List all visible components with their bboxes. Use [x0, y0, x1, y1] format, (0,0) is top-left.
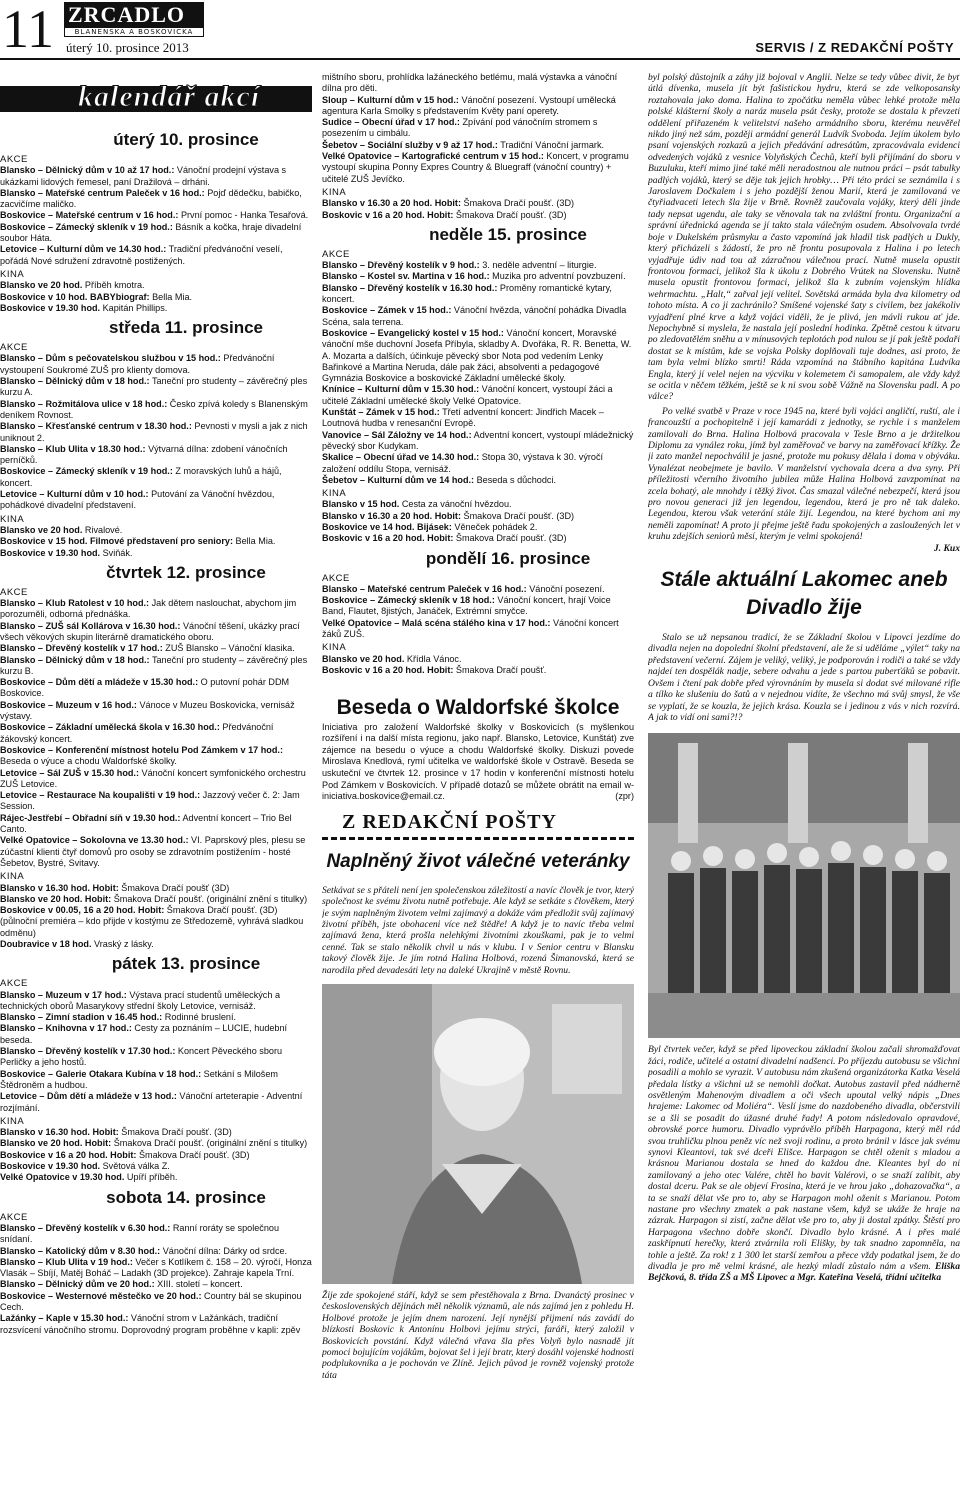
section-title: SERVIS / Z REDAKČNÍ POŠTY — [755, 40, 954, 55]
day-heading: pondělí 16. prosince — [425, 548, 591, 568]
event-item: Blansko – Dřevěný kostelík v 6.30 hod.: Ranní roráty se společnou snídaní. — [0, 1222, 280, 1245]
event-item: Blansko – Dům s pečovatelskou službou v 15 hod.: Předvánoční vystoupení Soukromé ZUŠ pro klienty domova. — [0, 353, 275, 375]
article-text-lakomec: Stalo se už nepsanou tradicí, že se Základní školou v Lipovci jezdíme do divadla nejen na dopolední školní představení, ale že si uděláme „výlet“ taky na představení večerní. Zájem je veliký, veliký, je podporován i rodiči a také se vždy najdeí ten dospělák nadje, sebere odvahu a jede s partou puberťáků se pobavit. Ovšem i čtení pak dobře před výrovnáním by musela si dodat své milované rifle a tílko ke slušeniu do šatů a v nejednou vidíte, že všechno má svůj smysl, že vše se vyplatí, že se kouzla, že jejich krása. Kouzla se i jedinou z vás v nich rozvírá. A jak to vidí oni sami?!? — [648, 632, 960, 723]
event-item: Letovice – Sál ZUŠ v 15.30 hod.: Vánoční koncert symfonického orchestru ZUŠ Letovice. — [0, 767, 306, 789]
event-item: Boskovice v 19.30 hod. Sviňák. — [0, 547, 133, 558]
event-place: Velké Opatovice – Malá scéna stálého kina v 17 hod.: — [322, 617, 551, 628]
event-item: Boskovice – Základní umělecká škola v 16.30 hod.: Předvánoční žákovský koncert. — [0, 722, 274, 744]
column-middle — [322, 72, 634, 1508]
event-item: Blansko ve 20 hod. Křídla Vánoc. — [322, 653, 462, 664]
block-heading: KINA — [322, 642, 347, 654]
event-place: Boskovice v 19.30 hod. — [0, 302, 101, 313]
event-place: Blansko – Mateřské centrum Paleček v 16 hod.: — [0, 187, 205, 198]
event-item: Boskovice – Zámek v 15 hod.: Vánoční hvězda, vánoční pohádka Divadla Scéna, sala terrena. — [322, 305, 627, 327]
event-item: Blansko – ZUŠ sál Kollárova v 16.30 hod.: Vánoční těšení, ukázky prací všech věkových skupin literárně dramatického oboru. — [0, 620, 300, 642]
event-item: Blansko v 16.30 hod. Hobit: Šmakova Dračí poušť. (3D) — [0, 1127, 232, 1138]
event-place: Velké Opatovice – Kartografické centrum v 15 hod.: — [322, 151, 544, 162]
event-item: Blansko – Mateřské centrum Paleček v 16 hod.: Vánoční posezení. — [322, 583, 605, 594]
block-heading: AKCE — [0, 586, 28, 598]
event-place: Blansko – Dřevěný kostelík v 17.30 hod.: — [0, 1046, 176, 1057]
event-item: Boskovice v 15 hod. Filmové představení pro seniory: Bella Mia. — [0, 536, 276, 547]
event-item: Letovice – Dům dětí a mládeže v 13 hod.: Vánoční arteterapie - Adventní rozjímání. — [0, 1091, 303, 1113]
event-item: Boskovice v 19.30 hod. Kapitán Phillips. — [0, 302, 168, 313]
block-heading: KINA — [322, 186, 347, 198]
event-place: Doubravice v 18 hod. — [0, 939, 92, 949]
page-header — [0, 0, 960, 60]
event-place: Boskovice – Zámecký skleník v 19 hod.: — [0, 466, 173, 477]
day-heading: čtvrtek 12. prosince — [106, 562, 266, 582]
event-item: Blansko – Křesťanské centrum v 18.30 hod.: Pevnosti v mysli a jak z nich uniknout 2. — [0, 421, 308, 443]
event-place: Letovice – Restaurace Na koupališti v 19 hod.: — [0, 790, 201, 801]
event-place: Blansko – Muzeum v 17 hod.: — [0, 989, 127, 1000]
event-place: Blansko v 16.30 a 20 hod. Hobit: — [322, 510, 461, 521]
event-place: Blansko – ZUŠ sál Kollárova v 16.30 hod.: — [0, 620, 181, 631]
block-heading: AKCE — [0, 1211, 28, 1223]
event-place: Blansko ve 20 hod. — [0, 524, 83, 535]
event-place: Blansko ve 20 hod. Hobit: — [0, 893, 112, 904]
event-place: Skalice – Obecní úřad ve 14.30 hod.: — [322, 452, 480, 463]
event-place: Boskovice v 15 hod. Filmové představení pro seniory: — [0, 536, 233, 547]
caption-lakomec-text: Byl čtvrtek večer, když se před lipoveckou základní školou začali shromažďovat žáci, rodiče, učitelé a ostatní divadelní nadšenci. Po příjezdu autobusu se všichni posadili a mohlo se vyrazit. V autobusu nám zkušená organizátorka Katka Veselá předala lístky a všichni už se nemohli dočkat. Autobus zastavil před nádherně osvětleným Mahenovým divadlem a oči všech upoutal velký nápis „Dnes hrajeme: Lakomec od Moliéra“. Veslí jsme do nazdobeného divadla, občerstvili se a šli se posadit do úžasné druhé řady! A potom následovalo opravdové, obrovské porce humoru. Divadlo vyprávělo příběh Harpagona, který měl rád svou truhličku plnou peněz víc než svoji rodinu, a proto bránil v lásce jak svému synovi Kleantovi, tak své dceři Elišce. Harpagon se chtěl oženit s mladou a krásnou Marianou dostala se hned do každou dne. Kleantes byl do ní zamilovaný a jeho otec Valére, chtěl ho bavit Valérovi, o se snaží zalíbit, aby dostal dceru. Pak se ale objeví Frosina, která je ve hrou jako „dohazovačka“, a ta se snaží dělat vše pro to, aby se Harpagon mohl oženit s Marianou. Potom nastane pro všechny zmatek a pak nastane všem, když se ukáže že hraje na zázrak. Harpagon si zistí, začne dělat vše pro to, aby ji dostal zpátky. Štěstí pro Harpagona všechno dobře skončí. Divadlo bylo krásné. A i přes malé zaskřípnutí herečky, která ztvárnila roli Elišky, by tak snadno zapomněla, na tohle a ještě. Za rok! z 1 300 let starší zemřou a přece vždy podatkal jsem, že do divadla je pro mě velmi krásné, ale hezký mladí zůstalo nám a všem. — [648, 1044, 960, 1273]
block-heading: KINA — [0, 513, 25, 525]
event-item: Boskovice – Evangelický kostel v 15 hod.: Vánoční koncert, Moravské vánoční mše duchovní Josefa Příbyla, skladby A. Dvořáka, R. R. Benetta, W. A. Mozarta a dalších, účinkuje pěvecký sbor Nota pod vedením Lenky Bařinkové a Martina Neruda, dále pak žáci, absolventi a pedagogové Gymnázia Boskovice a boskovické Základní umělecké školy. — [322, 327, 632, 384]
event-place: Boskovice – Základní umělecká škola v 16.30 hod.: — [0, 722, 220, 733]
column-calendar-1 — [0, 72, 312, 1508]
issue-date: úterý 10. prosince 2013 — [66, 40, 189, 55]
event-item: Blansko v 16.30 a 20 hod. Hobit: Šmakova Dračí poušť. (3D) — [322, 198, 575, 209]
event-item: Velké Opatovice – Malá scéna stálého kina v 17 hod.: Vánoční koncert žáků ZUŠ. — [322, 617, 619, 640]
block-heading: KINA — [322, 488, 347, 500]
article-title-lakomec: Stále aktuální Lakomec aneb Divadlo žije — [660, 568, 948, 620]
event-place: Letovice – Kulturní dům ve 14.30 hod.: — [0, 244, 167, 255]
column-right — [648, 72, 960, 1508]
event-place: Blansko – Knihovna v 17 hod.: — [0, 1023, 132, 1034]
event-place: Blansko – Katolický dům v 8.30 hod.: — [0, 1245, 161, 1256]
event-item: Blansko – Dělnický dům v 10 až 17 hod.: Vánoční prodejní výstava s ukázkami lidových řemesel, paní Dražilová – drháni. — [0, 165, 287, 187]
block-heading: AKCE — [0, 978, 28, 990]
event-item: Kunštát – Zámek v 15 hod.: Třetí adventní koncert: Jindřich Macek – Loutnová hudba v renesanční Evropě. — [322, 407, 604, 429]
event-place: Blansko – Dům s pečovatelskou službou v 15 hod.: — [0, 353, 221, 364]
event-item: Boskovice – Konferenční místnost hotelu Pod Zámkem v 17 hod.: Beseda o výuce a chodu Waldorfské školky. — [0, 744, 283, 767]
page-number: 11 — [2, 0, 54, 59]
event-place: Blansko – Dřevěný kostelík v 6.30 hod.: — [0, 1222, 171, 1233]
event-place: Velké Opatovice v 19.30 hod. — [0, 1172, 125, 1183]
event-item: Boskovic v 16 a 20 hod. Hobit: Šmakova Dračí poušť. (3D) — [322, 533, 567, 544]
event-item: Blansko v 16.30 hod. Hobit: Šmakova Dračí poušť (3D) — [0, 882, 230, 893]
event-place: Blansko ve 20 hod. — [322, 653, 405, 664]
event-place: Blansko – Klub Ulita v 19 hod.: — [0, 1256, 133, 1267]
block-heading: AKCE — [322, 572, 350, 584]
event-item: Blansko – Kostel sv. Martina v 16 hod.: Muzika pro adventní povzbuzení. — [322, 271, 626, 282]
photo-caption-lakomec — [648, 1044, 960, 1284]
event-item: Doubravice v 18 hod. Vraský z lásky. — [0, 939, 154, 949]
event-item: mištního sboru, prohlídka lažáneckého betlému, malá výstavka a vánoční dílna pro děti. — [322, 72, 618, 94]
event-item: Boskovice – Zámecký skleník v 19 hod.: Básník a kočka, hraje divadelní soubor Háta. — [0, 221, 302, 244]
day-heading: středa 11. prosince — [108, 318, 264, 338]
block-heading: KINA — [0, 1115, 25, 1127]
event-place: Rájec-Jestřebí – Obřadní síň v 19.30 hod.: — [0, 812, 181, 823]
day-heading: sobota 14. prosince — [106, 1187, 266, 1207]
event-place: Blansko – Dělnický dům v 18 hod.: — [0, 654, 150, 665]
event-place: Sudice – Obecní úřad v 17 hod.: — [322, 117, 460, 128]
event-place: Blansko – Zimní stadion v 16.45 hod.: — [0, 1012, 163, 1023]
event-place: Boskovice – Zámecký skleník v 19 hod.: — [0, 221, 173, 232]
event-place: Boskovice – Muzeum v 16 hod.: — [0, 699, 137, 710]
day-heading: neděle 15. prosince — [429, 224, 587, 244]
event-place: Blansko ve 20 hod. Hobit: — [0, 1138, 112, 1149]
masthead-logo: ZRCADLO — [64, 2, 204, 28]
event-place: Boskovice – Konferenční místnost hotelu Pod Zámkem v 17 hod.: — [0, 744, 283, 755]
waldorf-body: Iniciativa pro založení Waldorfské školky v Boskovicích (s myšlenkou rozšíření i na další místa regionu, jako např. Blansko, Letovice, Kunštát) zve zájemce na besedu o výuce a chodu Waldorfské školky. Diskuzi povede Miroslava Knedlová, rymí učitelka ve waldorfské škole v Ostravě. Beseda se uskuteční ve čtvrtek 12. prosince v 17 hodin v konferenční místnosti hotelu Pod Zámkem v Boskovicích. V případě dotazů se můžete obrátit na email w-iniciativa.boskovice@email.cz. — [322, 721, 634, 802]
event-place: Boskovic v 16 a 20 hod. Hobit: — [322, 533, 454, 544]
event-item: Boskovice – Dům dětí a mládeže v 15.30 hod.: O putovní pohár DDM Boskovice. — [0, 677, 290, 699]
photo-veteran-illustration — [322, 984, 634, 1284]
event-place: Letovice – Kulturní dům v 10 hod.: — [0, 489, 149, 500]
event-item: Boskovice – Galerie Otakara Kubína v 18 hod.: Setkání s Milošem Štědroněm a hudbou. — [0, 1068, 278, 1090]
article-title-veteran: Naplněný život válečné veteránky — [326, 850, 630, 872]
event-place: Blansko – Dělnický dům ve 20 hod.: — [0, 1279, 155, 1290]
event-item: Velké Opatovice v 19.30 hod. Upíří příběh. — [0, 1172, 178, 1183]
event-item: Rájec-Jestřebí – Obřadní síň v 19.30 hod.: Adventní koncert – Trio Bel Canto. — [0, 812, 292, 835]
event-item: Boskovic v 16 a 20 hod. Hobit: Šmakova Dračí poušť. (3D) — [322, 209, 567, 220]
signature-bejckova: Eliška Bejčková, 8. třída ZŠ a MŠ Lipovec a Mgr. Kateřina Veselá, třídní učitelka — [648, 1261, 960, 1284]
photo-caption-veteran: Žije zde spokojené stáří, když se sem přestěhovala z Brna. Dvanáctý prosinec v československých dějinách měl několik významů, ale nás zajímá jen z pohledu H. Holbové protože je jejím dnem narození. Její nynější přijmení nás zavádí do blízkosti Boskovic k Antonínu Holbovi jejímu strýci, faráři, který založil v Boskovicích povstání. Když válečná vřava šla přes Volyň bylo nasnadě jít pomoci bojujícím vojákům, bojovat šel i její bratr, který dosáhl vojenské hodnosti podplukovníka a je pochován ve Zlíně. Jejich původ je rovněž vojenský protože táta — [322, 1289, 634, 1381]
event-place: Boskovice v 10 hod. BABYbiograf: — [0, 291, 150, 302]
event-place: Blansko – Křesťanské centrum v 18.30 hod.: — [0, 421, 192, 432]
event-item: Blansko – Dělnický dům ve 20 hod.: XIII. století – koncert. — [0, 1279, 243, 1290]
event-item: Boskovice ve 14 hod. Bijásek: Věneček pohádek 2. — [322, 521, 538, 532]
waldorf-signature: (zpr) — [615, 791, 634, 802]
event-place: Boskovice – Zámecký skleník v 18 hod.: — [322, 595, 495, 606]
event-item: Boskovice v 19.30 hod. Světová válka Z. — [0, 1161, 170, 1172]
event-item: Boskovice v 00.05, 16 a 20 hod. Hobit: Šmakova Dračí poušť. (3D) (půlnoční premiéra – kdo přijde v kostýmu ze Středozemě, vyhrává sladkou odměnu) — [0, 905, 304, 938]
calendar-title: kalendář akcí — [78, 80, 261, 113]
event-item: Blansko v 15 hod. Cesta za vánoční hvězdou. — [322, 499, 512, 510]
event-item: Blansko – Katolický dům v 8.30 hod.: Vánoční dílna: Dárky od srdce. — [0, 1245, 288, 1256]
event-item: Knínice – Kulturní dům v 15.30 hod.: Vánoční koncert, vystoupí žáci a učitelé Základní umělecké školy Velké Opatovice. — [322, 384, 613, 406]
event-place: Boskovice v 00.05, 16 a 20 hod. Hobit: — [0, 905, 165, 916]
event-item: Velké Opatovice – Sokolovna ve 13.30 hod.: VI. Paprskový ples, plesu se zúčastní klienti čtyř domovů pro osoby se zdravotním postižením - hosté Šebetov, Bystré, Svitavy. — [0, 835, 306, 868]
event-place: Boskovice ve 14 hod. Bijásek: — [322, 521, 452, 532]
event-place: Boskovice – Galerie Otakara Kubína v 18 hod.: — [0, 1068, 202, 1079]
event-item: Šebetov – Kulturní dům ve 14 hod.: Beseda s důchodci. — [322, 474, 556, 485]
event-place: Boskovice – Westernové městečko ve 20 hod.: — [0, 1290, 202, 1301]
day-heading: úterý 10. prosince — [113, 130, 259, 149]
event-item: Boskovice – Zámecký skleník v 18 hod.: Vánoční koncert, hrají Voice Band, Flautet, 8jistých, Janáček, Extrémní smyčce. — [322, 595, 611, 617]
event-place: Blansko – Dřevěný kostelík v 17 hod.: — [0, 643, 163, 654]
event-place: Boskovice – Zámek v 15 hod.: — [322, 305, 452, 316]
event-item: Boskovice – Westernové městečko ve 20 hod.: Country bál se skupinou Cech. — [0, 1290, 302, 1313]
event-item: Letovice – Kulturní dům ve 14.30 hod.: Tradiční předvánoční veselí, pořádá Nové sdružení zdravotně postižených. — [0, 244, 283, 266]
photo-group-illustration — [648, 733, 960, 1038]
event-place: Kunštát – Zámek v 15 hod.: — [322, 407, 440, 418]
event-item: Blansko v 16.30 a 20 hod. Hobit: Šmakova Dračí poušť. (3D) — [322, 510, 575, 521]
event-item: Blansko – Dřevěný kostelík v 16.30 hod.: Proměny romantické kytary, koncert. — [322, 282, 612, 305]
event-place: Velké Opatovice – Sokolovna ve 13.30 hod.: — [0, 835, 189, 846]
article-text-veteran-cont2: Po velké svatbě v Praze v roce 1945 na, které byli vojáci angličtí, ruští, ale i francouzští a pochopitelně i její kamarádi z jednotky, se rychle i s manželem zamilovali do Brna. Halina Holbová pracovala v Tesle Brno a je držitelkou Diplomu za vynález roku, jímž byl zaměřovač ve barvy na zaměřovací křížky. Že ji zato manžel nepochválil je jasné, protože mu pokusy dělala i doma v obýváku. Vynalézat neobejmete je bavilo. V manželství vychovala dcera a dva syny. Při příležitosti včerního životního jubilea může Halina Holbová zavzpomínat na zcela bohatý, ale mnohdy i těžký život. Čas smazal válečné nebezpečí, která jsou pro novou generaci již jen legendou, legendou, která je pro ně tak daleko. Legendou, kterou však veterání stále žijí. Legendou, na které bychom ani my neměli zapomínat! A proto ji přejme ještě řadu spokojených a zasloužených let v kruhu zdejších seniorů měsí, kterým je velmi spokojená! — [648, 405, 960, 543]
event-item: Boskovice – Zámecký skleník v 19 hod.: Z moravských luhů a hájů, koncert. — [0, 466, 282, 488]
event-item: Blansko – Klub Ratolest v 10 hod.: Jak dětem naslouchat, abychom jim porozuměli, odborná přednáška. — [0, 598, 297, 620]
block-heading: KINA — [0, 871, 25, 883]
event-place: Blansko – Mateřské centrum Paleček v 16 hod.: — [322, 583, 527, 594]
event-item: Blansko – Klub Ulita v 18.30 hod.: Výtvarná dílna: zdobení vánočních perníčků. — [0, 443, 288, 466]
event-item: Boskovice – Muzeum v 16 hod.: Vánoce v Muzeu Boskovicka, vernisáž výstavy. — [0, 699, 295, 722]
event-place: Blansko v 15 hod. — [322, 499, 400, 510]
event-item: Blansko ve 20 hod. Hobit: Šmakova Dračí poušť. (originální znění s titulky) — [0, 1138, 308, 1149]
block-heading: KINA — [0, 268, 25, 280]
event-item: Boskovice v 10 hod. BABYbiograf: Bella Mia. — [0, 291, 193, 302]
article-text-veteran-cont: byl polský důstojník a záhy již bojoval v Anglii. Nelze se tedy vůbec divit, že byť útlá dívenka, musela jít být fašistickou hydru, která se zde velkoposansky roztahovala jako doma. Halina to zpočátku neměla vůbec lehké protože měla polské klášterní školy a naráz musela psát česky, protože se dostala k převzetí oddělení přiřazeném k velitelství našeho armádního sboru, kterému neuvěřel nikdo jiný než sám, později armádní generál Ludvík Svoboda. Jejím úkolem bylo psaní vojenských rozkazů a jejich předávání adresátům, zpracovávala evidenci odvedených vojáků z vesnice Volyňských Čechů, kteří byli přijímání do sboru v Buzuluku, kteří mimo jiné také měli neradostnou ale nutnou práci – psát tabulky padlých vojáků, který se děje tak jejich hrobky… Při této práci se seznámila i s Jaroslavem Dočkalem i s jeho pozdější ženou Marií, která je zamilovaná ve čtyřiadvaceti letech šla žije v Brně. Rovněž zaučovala vojáky, který děli jinde tady nepsat ugendu, ale taky se věnovala tak na zvláštní frontu. Organizační a správní úřednická agenda se jí takto stala válečným osudem. Absolvovala tvrdé boje v Dukelském průsmyku a často vzpomíná jak hladil tisk padlých u Dukly, který přicházeli s žádostí, že pro ně frontu posupovala z Halina i po letech vyjadřuje údiv nad tou až zázračnou válečnou prací. Nutně musela opustit frontovou formaci, jelikož šla k úkolu z Dobrého Vrútek na Slovensku. Nutně musela opustit frontovou formaci, jelikož šla k zubním vojenským hlídka wehrmachtu. „Halt,“ zařval její velitel. Sovětská armáda byla dva kilometry od tohoto místa. A co ji zachránilo? Smíšené vojenské šaty s civilem, bez jakékoliv vyjadření plné krve a když vojáci viděli, že je plivá, jen mávli rukou ať jde. Nepochybně si myslela, že nastala její poslední hodinka. Zpětně cestou k útvaru po zledovatělém sněhu a v mínusových teplotách pod nulou se jí pak ještě podaří dostat se k místům, kde se vojska Polsky doplňovali tuje dodnes, asi proto, že tam byla velmi blízko smrti! Ráda vzpomíná na štábního kapitána Ludvíka Engla, který jí velel nejen na výcviku v kolemetem či samopalem, ale vždy když se ocitla v něčem těžkém, ještě se k ni svou sobě Vážně na Slovensku padl. A po válce? — [648, 72, 960, 403]
event-item: Velké Opatovice – Kartografické centrum v 15 hod.: Koncert, v programu vystoupí skupina Ponny Expres Country & Bluegraff (vánoční country) + učitelé ZUŠ Jevíčko. — [322, 151, 629, 184]
event-item: Letovice – Kulturní dům v 10 hod.: Putování za Vánoční hvězdou, pohádkové divadelní představení. — [0, 489, 275, 511]
event-item: Blansko – Dřevěný kostelík v 17.30 hod.: Koncert Pěveckého sboru Perličky a jeho hostů. — [0, 1046, 283, 1068]
event-place: Blansko v 16.30 hod. Hobit: — [0, 1127, 119, 1138]
event-place: Šebetov – Kulturní dům ve 14 hod.: — [322, 474, 475, 485]
event-item: Blansko – Muzeum v 17 hod.: Výstava prací studentů uměleckých a technických oborů Masarykovy střední školy Letovice, vernisáž. — [0, 989, 280, 1011]
event-place: Šebetov – Sociální služby v 9 až 17 hod.: — [322, 139, 498, 150]
event-place: Sloup – Kulturní dům v 15 hod.: — [322, 94, 459, 105]
calendar-list-2 — [322, 72, 634, 1381]
event-place: Letovice – Sál ZUŠ v 15.30 hod.: — [0, 767, 139, 778]
event-place: Boskovic v 16 a 20 hod. Hobit: — [322, 209, 454, 220]
event-item: Šebetov – Sociální služby v 9 až 17 hod.: Tradiční Vánoční jarmark. — [322, 139, 605, 150]
event-item: Blansko – Dřevěný kostelík v 9 hod.: 3. neděle adventní – liturgie. — [322, 260, 597, 271]
event-place: Blansko – Dělnický dům v 18 hod.: — [0, 376, 150, 387]
event-place: Lažánky – Kaple v 15.30 hod.: — [0, 1313, 129, 1324]
event-item: Blansko – Dělnický dům v 18 hod.: Taneční pro studenty – závěrečný ples kurzu A. — [0, 376, 308, 398]
event-item: Sloup – Kulturní dům v 15 hod.: Vánoční posezení. Vystoupí umělecká agentura Karla Smolky s představením Květy paní operety. — [322, 94, 616, 116]
event-place: Boskovice v 16 a 20 hod. Hobit: — [0, 1149, 137, 1160]
signature-kux: J. Kux — [933, 542, 960, 554]
event-item: Blansko – Zimní stadion v 16.45 hod.: Rodinné bruslení. — [0, 1012, 237, 1023]
calendar-list-1 — [0, 126, 312, 1336]
event-item: Blansko – Mateřské centrum Paleček v 16 hod.: Pojď dědečku, babičko, zacvičíme maličko. — [0, 187, 302, 210]
block-heading: AKCE — [0, 154, 28, 165]
section-head-redakce — [322, 810, 634, 843]
event-item: Blansko – Dělnický dům v 18 hod.: Taneční pro studenty – závěrečný ples kurzu B. — [0, 654, 308, 676]
day-heading: pátek 13. prosince — [111, 954, 261, 974]
event-item: Boskovice – Mateřské centrum v 16 hod.: První pomoc - Hanka Tesařová. — [0, 210, 309, 221]
event-place: Boskovice – Dům dětí a mládeže v 15.30 hod.: — [0, 677, 199, 688]
article-text-veteran: Setkávat se s přáteli není jen společenskou záležitostí a navíc člověk je tvor, který společnost ke svému životu nutně potřebuje. Ale když se setkáte s člověkem, který je svým naplněným životem velmi zajímavý a dokáže vám předložit svůj zajímavý životní příběh, jste obohaceni více než štědře! A když je to navíc třeba velmi zajímavá žena, která prošla nelehkými životními zkouškami, pak je to velmi cenné. Tak se stalo několik chvil u nás v klubu. I v Senior centru v Blansku takový člověk žije. Je jím rotná Halina Holbová, rozená Šimanovská, která se narodila před devadesáti lety na daleké Ukrajině v městě Rovnu. — [322, 884, 634, 976]
event-place: Blansko – Kostel sv. Martina v 16 hod.: — [322, 271, 490, 282]
event-item: Boskovic v 16 a 20 hod. Hobit: Šmakova Dračí poušť. — [322, 664, 547, 675]
event-place: Boskovic v 16 a 20 hod. Hobit: — [322, 664, 454, 675]
event-item: Blansko – Rožmitálova ulice v 18 hod.: Česko zpívá koledy s Blanenským deníkem Rovnost. — [0, 398, 308, 420]
event-place: Blansko – Dřevěný kostelík v 9 hod.: — [322, 260, 480, 271]
event-place: Boskovice v 19.30 hod. — [0, 547, 101, 558]
event-item: Blansko – Dřevěný kostelík v 17 hod.: ZUŠ Blansko – Vánoční klasika. — [0, 643, 295, 654]
event-item: Boskovice v 16 a 20 hod. Hobit: Šmakova Dračí poušť. (3D) — [0, 1149, 250, 1160]
event-item: Letovice – Restaurace Na koupališti v 19 hod.: Jazzový večer č. 2: Jam Session. — [0, 790, 300, 812]
event-place: Boskovice v 19.30 hod. — [0, 1161, 101, 1172]
block-heading: AKCE — [0, 342, 28, 354]
event-place: Blansko – Rožmitálova ulice v 18 hod.: — [0, 398, 168, 409]
section-dash-line — [322, 837, 634, 840]
event-item: Blansko ve 20 hod. Hobit: Šmakova Dračí poušť. (originální znění s titulky) — [0, 893, 308, 904]
section-head-label: Z REDAKČNÍ POŠTY — [336, 817, 563, 828]
photo-school-group — [648, 733, 960, 1038]
event-place: Boskovice – Evangelický kostel v 15 hod.: — [322, 327, 504, 338]
event-place: Blansko ve 20 hod. — [0, 280, 83, 291]
event-item: Lažánky – Kaple v 15.30 hod.: Vánoční strom v Lažánkách, tradiční rozsvícení vánočního stromu. Doprovodný program proběhne v kapli: zpěv — [0, 1313, 301, 1335]
event-item: Blansko ve 20 hod. Rivalové. — [0, 524, 123, 535]
event-item: Blansko – Knihovna v 17 hod.: Cesty za poznáním – LUCIE, hudební beseda. — [0, 1023, 288, 1045]
event-place: Blansko – Dřevěný kostelík v 16.30 hod.: — [322, 282, 498, 293]
event-item: Blansko – Klub Ulita v 19 hod.: Večer s Kotlíkem č. 158 – 20. výročí, Honza Vlasák – Sbíjí, Matěj Boháč – Ladakh (3D projekce). Zahraje kapela Trní. — [0, 1256, 312, 1279]
photo-veteran-woman — [322, 984, 634, 1284]
masthead-subtitle: BLANENSKA A BOSKOVICKA — [64, 27, 204, 37]
waldorf-title: Beseda o Waldorfské školce — [336, 696, 620, 720]
event-place: Boskovice – Mateřské centrum v 16 hod.: — [0, 210, 179, 221]
event-item: Skalice – Obecní úřad ve 14.30 hod.: Stopa 30, výstava k 30. výročí založení oddílu Stopa, vernisáž. — [322, 452, 604, 474]
event-place: Blansko – Klub Ratolest v 10 hod.: — [0, 598, 150, 609]
event-place: Letovice – Dům dětí a mládeže v 13 hod.: — [0, 1091, 177, 1102]
block-heading: AKCE — [322, 248, 350, 260]
event-place: Blansko v 16.30 hod. Hobit: — [0, 882, 119, 893]
event-place: Blansko v 16.30 a 20 hod. Hobit: — [322, 198, 461, 209]
event-place: Blansko – Dělnický dům v 10 až 17 hod.: — [0, 165, 175, 176]
waldorf-text — [322, 722, 634, 803]
event-place: Knínice – Kulturní dům v 15.30 hod.: — [322, 384, 480, 395]
event-item: Vanovice – Sál Záložny ve 14 hod.: Adventní koncert, vystoupí mládežnický pěvecký sbor Kudykam. — [322, 429, 634, 451]
event-item: Sudice – Obecní úřad v 17 hod.: Zpívání pod vánočním stromem s posezením u cimbálu. — [322, 117, 598, 139]
event-place: Vanovice – Sál Záložny ve 14 hod.: — [322, 429, 472, 440]
event-item: Blansko ve 20 hod. Příběh kmotra. — [0, 280, 145, 291]
event-place: Blansko – Klub Ulita v 18.30 hod.: — [0, 443, 146, 454]
